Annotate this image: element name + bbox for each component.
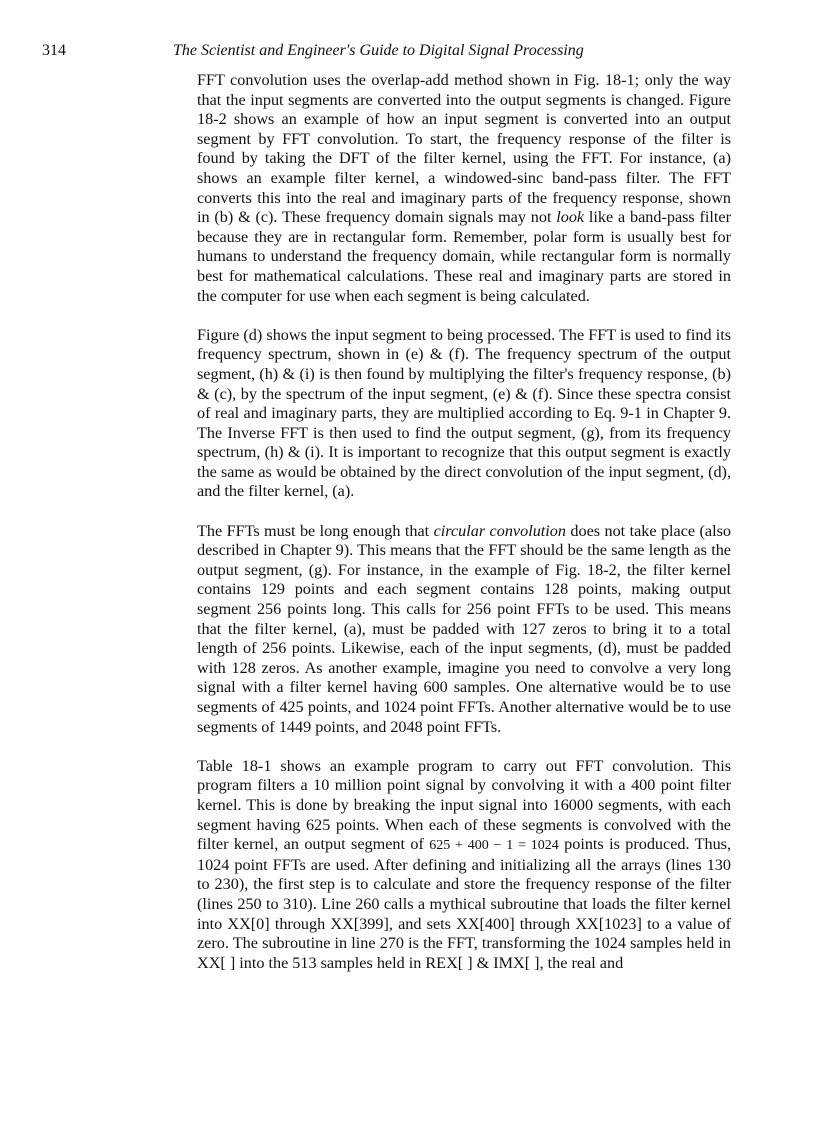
paragraph-1-text-a: FFT convolution uses the overlap-add method shown in Fig. 18-1; only the way that the input segments are converted into the output segments is changed. Figure 18-2 shows an example of how an input segment is converted into an output segment by FFT convolution. To start, the frequency response of the filter is found by taking the DFT of the filter kernel, using the FFT. For instance, (a) shows an example filter kernel, a windowed-sinc band-pass filter. The FFT converts this into the real and imaginary parts of the frequency response, shown in (b) & (c). These frequency domain signals may not: [197, 71, 731, 227]
emphasis-look: look: [556, 208, 585, 227]
page-header: [42, 42, 816, 66]
inline-equation: 625 + 400 − 1 = 1024: [429, 838, 559, 854]
paragraph-3-text-a: The FFTs must be long enough that: [197, 521, 434, 540]
paragraph-4: [197, 757, 731, 974]
paragraph-1-text-b: like a band-pass filter because they are in rectangular form. Remember, polar form is usually best for humans to understand the frequency domain, while rectangular form is normally best for mathematical calculations. These real and imaginary parts are stored in the computer for use when each segment is being calculated.: [197, 208, 731, 305]
body-text: [197, 71, 731, 973]
running-title: The Scientist and Engineer's Guide to Digital Signal Processing: [173, 42, 584, 59]
paragraph-4-text-a: Table 18-1 shows an example program to carry out FFT convolution. This program filters a 10 million point signal by convolving it with a 400 point filter kernel. This is done by breaking the input signal into 16000 segments, with each segment having 625 points. When each of these segments is convolved with the filter kernel, an output segment of: [197, 756, 731, 854]
paragraph-4-text-b: points is produced. Thus, 1024 point FFTs are used. After defining and initializing all the arrays (lines 130 to 230), the first step is to calculate and store the frequency response of the filter (lines 250 to 310). Line 260 calls a mythical subroutine that loads the filter kernel into XX[0] through XX[399], and sets XX[400] through XX[1023] to a value of zero. The subroutine in line 270 is the FFT, transforming the 1024 samples held in XX[ ] into the 513 samples held in REX[ ] & IMX[ ], the real and: [197, 835, 732, 972]
emphasis-circular-convolution: circular convolution: [433, 521, 566, 540]
page-number: 314: [42, 42, 66, 59]
paragraph-3: [197, 522, 731, 738]
paragraph-2: Figure (d) shows the input segment to being processed. The FFT is used to find its frequency spectrum, shown in (e) & (f). The frequency spectrum of the output segment, (h) & (i) is then found by multiplying the filter's frequency response, (b) & (c), by the spectrum of the input segment, (e) & (f). Since these spectra consist of real and imaginary parts, they are multiplied according to Eq. 9-1 in Chapter 9. The Inverse FFT is then used to find the output segment, (g), from its frequency spectrum, (h) & (i). It is important to recognize that this output segment is exactly the same as would be obtained by the direct convolution of the input segment, (d), and the filter kernel, (a).: [197, 325, 731, 501]
paragraph-3-text-b: does not take place (also described in Chapter 9). This means that the FFT should be the same length as the output segment, (g). For instance, in the example of Fig. 18-2, the filter kernel contains 129 points and each segment contains 128 points, making output segment 256 points long. This calls for 256 point FFTs to be used. This means that the filter kernel, (a), must be padded with 127 zeros to bring it to a total length of 256 points. Likewise, each of the input segments, (d), must be padded with 128 zeros. As another example, imagine you need to convolve a very long signal with a filter kernel having 600 samples. One alternative would be to use segments of 425 points, and 1024 point FFTs. Another alternative would be to use segments of 1449 points, and 2048 point FFTs.: [197, 521, 731, 736]
paragraph-1: [197, 71, 731, 306]
